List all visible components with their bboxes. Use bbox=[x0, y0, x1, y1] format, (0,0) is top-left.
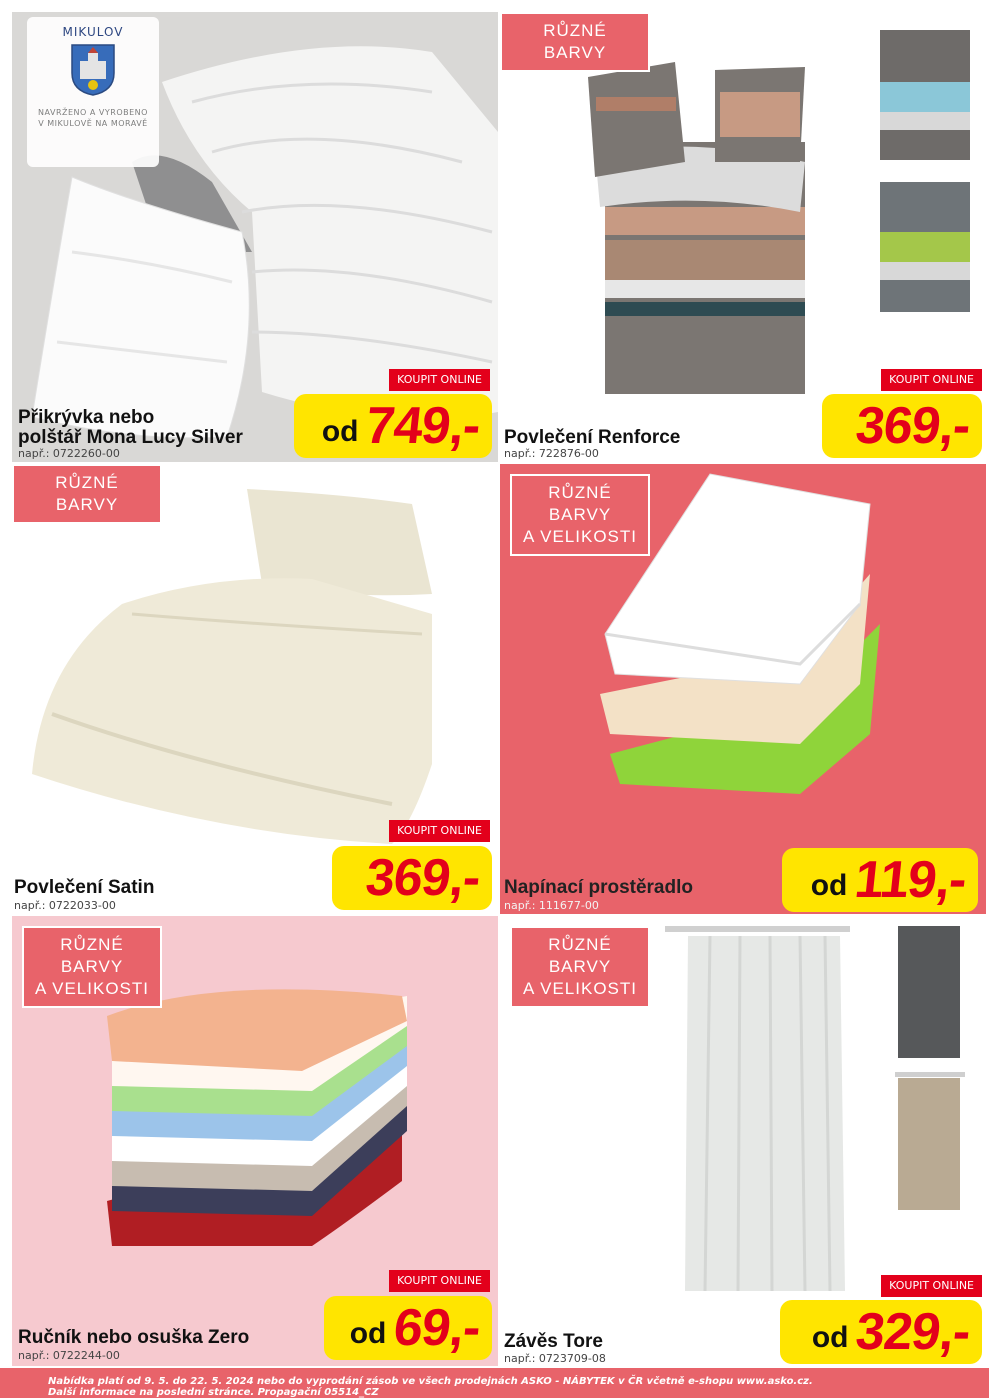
product-card-duvet[interactable] bbox=[12, 12, 498, 462]
tag-line1: RŮZNÉ BARVY bbox=[548, 483, 612, 524]
mikulov-badge bbox=[27, 17, 159, 167]
various-colors-tag: RŮZNÉ BARVY bbox=[500, 12, 650, 72]
footer-line1: Nabídka platí od 9. 5. do 22. 5. 2024 nebo do vyprodání zásob ve všech prodejnách ASKO - NÁBYTEK v ČR včetně e-shopu www.asko.cz. bbox=[48, 1376, 813, 1387]
product-card-renforce[interactable] bbox=[500, 12, 986, 462]
product-card-satin[interactable] bbox=[12, 464, 498, 914]
tag-line1: RŮZNÉ BARVY bbox=[548, 935, 612, 976]
price-value: 119,- bbox=[852, 851, 970, 909]
product-name-line2: polštář Mona Lucy Silver bbox=[18, 427, 243, 448]
product-name: Ručník nebo osuška Zero bbox=[18, 1327, 250, 1348]
mikulov-note bbox=[27, 107, 159, 129]
price-tag bbox=[332, 846, 492, 910]
mikulov-note-line2: V MIKULOVĚ NA MORAVĚ bbox=[38, 119, 148, 128]
price-prefix: od bbox=[321, 415, 359, 448]
price-tag bbox=[780, 1300, 982, 1364]
buy-online-button[interactable]: KOUPIT ONLINE bbox=[881, 1275, 982, 1297]
price-tag bbox=[324, 1296, 492, 1360]
price-prefix: od bbox=[810, 869, 848, 902]
product-name: Povlečení Renforce bbox=[504, 427, 681, 448]
footer-line2: Další informace na poslední stránce. Propagační 05514_CZ bbox=[48, 1387, 379, 1398]
tag-line2: A VELIKOSTI bbox=[523, 979, 637, 998]
product-name: Napínací prostěradlo bbox=[504, 877, 693, 898]
tag-line2: A VELIKOSTI bbox=[35, 979, 149, 998]
mikulov-town: MIKULOV bbox=[62, 25, 124, 39]
product-name: Povlečení Satin bbox=[14, 877, 155, 898]
mikulov-note-line1: NAVRŽENO A VYROBENO bbox=[38, 108, 148, 117]
product-code: např.: 0722244-00 bbox=[18, 1349, 120, 1362]
product-name bbox=[18, 408, 243, 448]
buy-online-button[interactable]: KOUPIT ONLINE bbox=[881, 369, 982, 391]
price-tag bbox=[294, 394, 492, 458]
various-colors-sizes-tag bbox=[510, 926, 650, 1008]
buy-online-button[interactable]: KOUPIT ONLINE bbox=[389, 369, 490, 391]
price-prefix: od bbox=[811, 1321, 849, 1354]
tag-line2: A VELIKOSTI bbox=[523, 527, 637, 546]
product-card-towel[interactable] bbox=[12, 916, 498, 1366]
various-colors-sizes-tag bbox=[22, 926, 162, 1008]
product-code: např.: 0723709-08 bbox=[504, 1352, 606, 1365]
tag-line1: RŮZNÉ BARVY bbox=[60, 935, 124, 976]
various-colors-sizes-tag bbox=[510, 474, 650, 556]
product-card-fitted-sheet[interactable] bbox=[500, 464, 986, 914]
product-code: např.: 111677-00 bbox=[504, 899, 599, 912]
price-tag bbox=[782, 848, 978, 912]
buy-online-button[interactable]: KOUPIT ONLINE bbox=[389, 1270, 490, 1292]
price-tag bbox=[822, 394, 982, 458]
product-name: Závěs Tore bbox=[504, 1331, 603, 1352]
price-value: 369,- bbox=[363, 849, 484, 907]
mikulov-coat-of-arms-icon bbox=[70, 43, 116, 97]
various-colors-tag: RŮZNÉ BARVY bbox=[12, 464, 162, 524]
legal-footer bbox=[0, 1368, 989, 1398]
product-name-line1: Přikrývka nebo bbox=[18, 407, 155, 428]
buy-online-button[interactable]: KOUPIT ONLINE bbox=[389, 820, 490, 842]
price-value: 369,- bbox=[853, 397, 974, 455]
price-value: 329,- bbox=[853, 1303, 974, 1361]
price-value: 69,- bbox=[391, 1299, 484, 1357]
product-code: např.: 0722033-00 bbox=[14, 899, 116, 912]
price-value: 749,- bbox=[363, 397, 484, 455]
product-code: např.: 722876-00 bbox=[504, 447, 599, 460]
price-prefix: od bbox=[349, 1317, 387, 1350]
product-code: např.: 0722260-00 bbox=[18, 447, 120, 460]
product-card-curtain[interactable] bbox=[500, 916, 986, 1366]
